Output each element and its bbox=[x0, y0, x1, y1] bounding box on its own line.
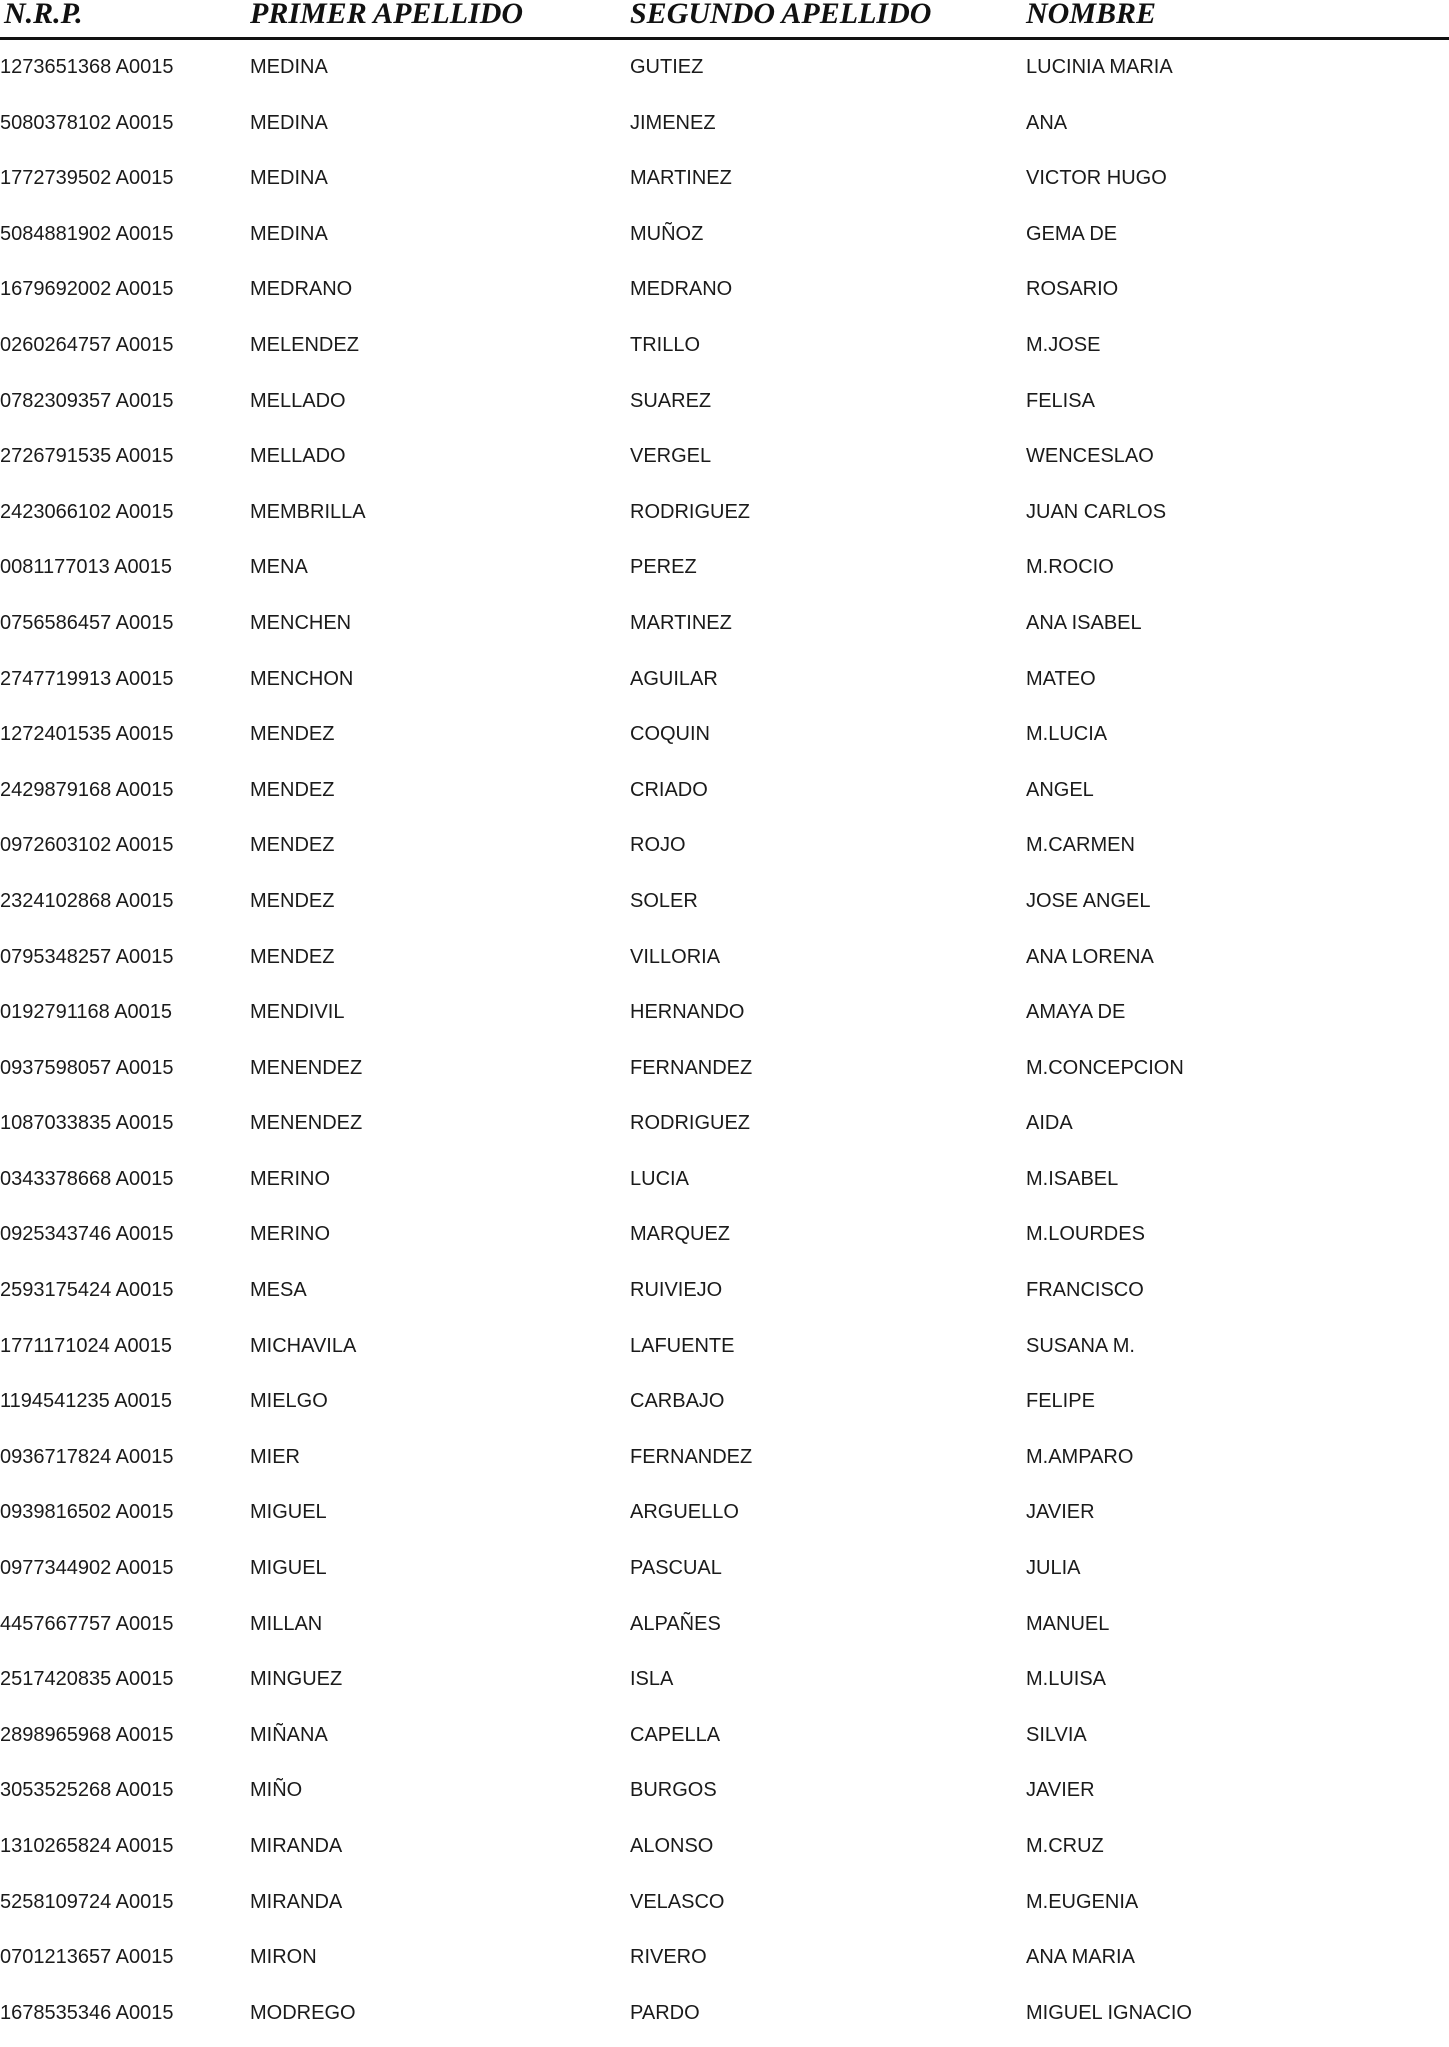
nombre-cell: ANA bbox=[1026, 111, 1068, 134]
primer-apellido-cell: MIGUEL bbox=[250, 1501, 327, 1524]
segundo-apellido-cell: TRILLO bbox=[630, 333, 701, 356]
table-row bbox=[0, 102, 1449, 158]
nrp-cell: 2324102868 A0015 bbox=[0, 889, 174, 912]
nrp-cell: 5258109724 A0015 bbox=[0, 1890, 174, 1913]
table-row bbox=[0, 1325, 1449, 1381]
nombre-cell: M.CRUZ bbox=[1026, 1835, 1104, 1857]
nombre-cell: JULIA bbox=[1026, 1557, 1081, 1580]
segundo-apellido-cell: ARGUELLO bbox=[630, 1501, 739, 1524]
nombre-cell: M.CONCEPCION bbox=[1026, 1056, 1184, 1079]
nombre-cell: AIDA bbox=[1026, 1112, 1073, 1135]
table-row bbox=[0, 1047, 1449, 1103]
nrp-cell: 1772739502 A0015 bbox=[0, 167, 174, 190]
segundo-apellido-cell: ISLA bbox=[630, 1668, 674, 1691]
primer-apellido-cell: MENDEZ bbox=[250, 723, 335, 746]
nrp-cell: 2726791535 A0015 bbox=[0, 445, 174, 468]
nombre-cell: MANUEL bbox=[1026, 1612, 1110, 1635]
primer-apellido-cell: MENENDEZ bbox=[250, 1112, 363, 1135]
table-row bbox=[0, 824, 1449, 880]
table-row bbox=[0, 546, 1449, 602]
segundo-apellido-cell: RUIVIEJO bbox=[630, 1279, 723, 1302]
segundo-apellido-cell: PEREZ bbox=[630, 556, 697, 579]
table-row bbox=[0, 658, 1449, 714]
nombre-cell: WENCESLAO bbox=[1026, 445, 1154, 468]
primer-apellido-cell: MENCHON bbox=[250, 667, 354, 690]
table-row bbox=[0, 991, 1449, 1047]
nombre-cell: M.ROCIO bbox=[1026, 556, 1114, 579]
primer-apellido-cell: MENA bbox=[250, 556, 308, 579]
nombre-cell: JOSE ANGEL bbox=[1026, 889, 1151, 912]
primer-apellido-cell: MENENDEZ bbox=[250, 1056, 363, 1079]
nombre-cell: ANA MARIA bbox=[1026, 1946, 1135, 1969]
table-row bbox=[0, 1992, 1449, 2047]
primer-apellido-cell: MINGUEZ bbox=[250, 1668, 343, 1691]
nombre-cell: M.ISABEL bbox=[1026, 1167, 1119, 1190]
nrp-cell: 1087033835 A0015 bbox=[0, 1112, 174, 1135]
primer-apellido-cell: MEDINA bbox=[250, 111, 328, 134]
nrp-cell: 0343378668 A0015 bbox=[0, 1167, 174, 1190]
primer-apellido-cell: MENDEZ bbox=[250, 889, 335, 912]
nrp-cell: 0977344902 A0015 bbox=[0, 1557, 174, 1580]
table-row bbox=[0, 491, 1449, 547]
segundo-apellido-cell: HERNANDO bbox=[630, 1001, 745, 1024]
primer-apellido-cell: MIRANDA bbox=[250, 1890, 343, 1913]
nrp-cell: 0936717824 A0015 bbox=[0, 1445, 174, 1468]
table-row bbox=[0, 324, 1449, 380]
nombre-cell: SILVIA bbox=[1026, 1723, 1087, 1746]
table-row bbox=[0, 1825, 1449, 1881]
segundo-apellido-cell: RODRIGUEZ bbox=[630, 500, 750, 523]
nrp-cell: 0925343746 A0015 bbox=[0, 1223, 174, 1246]
header-rule bbox=[0, 37, 1449, 40]
primer-apellido-cell: MENDEZ bbox=[250, 778, 335, 801]
segundo-apellido-cell: VILLORIA bbox=[630, 945, 721, 968]
nombre-cell: ANA ISABEL bbox=[1026, 611, 1142, 634]
segundo-apellido-cell: CARBAJO bbox=[630, 1390, 725, 1413]
segundo-apellido-cell: VELASCO bbox=[630, 1890, 725, 1913]
primer-apellido-cell: MESA bbox=[250, 1279, 307, 1302]
nombre-cell: M.JOSE bbox=[1026, 333, 1101, 356]
table-row bbox=[0, 268, 1449, 324]
nombre-cell: AMAYA DE bbox=[1026, 1001, 1126, 1024]
segundo-apellido-cell: RODRIGUEZ bbox=[630, 1112, 750, 1135]
nombre-cell: MIGUEL IGNACIO bbox=[1026, 2001, 1192, 2024]
segundo-apellido-cell: CAPELLA bbox=[630, 1723, 721, 1746]
segundo-apellido-cell: RIVERO bbox=[630, 1946, 707, 1969]
nrp-cell: 0701213657 A0015 bbox=[0, 1946, 174, 1969]
table-row bbox=[0, 213, 1449, 269]
table-row bbox=[0, 1769, 1449, 1825]
primer-apellido-cell: MIELGO bbox=[250, 1390, 328, 1413]
segundo-apellido-cell: VERGEL bbox=[630, 445, 712, 468]
segundo-apellido-cell: MUÑOZ bbox=[630, 222, 704, 245]
nrp-cell: 1310265824 A0015 bbox=[0, 1835, 174, 1857]
nombre-cell: ROSARIO bbox=[1026, 278, 1119, 301]
table-row bbox=[0, 1714, 1449, 1770]
segundo-apellido-cell: COQUIN bbox=[630, 723, 710, 746]
nombre-cell: GEMA DE bbox=[1026, 222, 1118, 245]
table-row bbox=[0, 1380, 1449, 1436]
segundo-apellido-cell: LUCIA bbox=[630, 1167, 689, 1190]
nrp-cell: 4457667757 A0015 bbox=[0, 1612, 174, 1635]
nrp-cell: 0782309357 A0015 bbox=[0, 389, 174, 412]
nrp-cell: 2898965968 A0015 bbox=[0, 1723, 174, 1746]
nrp-cell: 5080378102 A0015 bbox=[0, 111, 174, 134]
segundo-apellido-cell: BURGOS bbox=[630, 1779, 717, 1802]
segundo-apellido-cell: MARTINEZ bbox=[630, 611, 732, 634]
primer-apellido-cell: MENDIVIL bbox=[250, 1001, 345, 1024]
segundo-apellido-cell: PARDO bbox=[630, 2001, 700, 2024]
nrp-cell: 1678535346 A0015 bbox=[0, 2001, 174, 2024]
nrp-cell: 2423066102 A0015 bbox=[0, 500, 174, 523]
primer-apellido-cell: MELENDEZ bbox=[250, 333, 359, 356]
table-row bbox=[0, 1936, 1449, 1992]
table-row bbox=[0, 435, 1449, 491]
header-nrp: N.R.P. bbox=[4, 0, 83, 30]
table-row bbox=[0, 769, 1449, 825]
nombre-cell: ANA LORENA bbox=[1026, 945, 1154, 968]
primer-apellido-cell: MERINO bbox=[250, 1167, 330, 1190]
nrp-cell: 1194541235 A0015 bbox=[0, 1390, 173, 1413]
primer-apellido-cell: MIGUEL bbox=[250, 1557, 327, 1580]
segundo-apellido-cell: LAFUENTE bbox=[630, 1334, 735, 1357]
table-row bbox=[0, 1547, 1449, 1603]
table-header bbox=[0, 0, 1449, 38]
header-nombre: NOMBRE bbox=[1026, 0, 1157, 30]
primer-apellido-cell: MIER bbox=[250, 1445, 300, 1468]
primer-apellido-cell: MEDINA bbox=[250, 56, 328, 78]
segundo-apellido-cell: MARTINEZ bbox=[630, 167, 732, 190]
table-row bbox=[0, 1658, 1449, 1714]
nombre-cell: LUCINIA MARIA bbox=[1026, 56, 1173, 78]
table-body bbox=[0, 46, 1449, 2047]
table-row bbox=[0, 1269, 1449, 1325]
segundo-apellido-cell: FERNANDEZ bbox=[630, 1056, 753, 1079]
table-row bbox=[0, 1436, 1449, 1492]
segundo-apellido-cell: SOLER bbox=[630, 889, 698, 912]
segundo-apellido-cell: GUTIEZ bbox=[630, 56, 704, 78]
primer-apellido-cell: MIRON bbox=[250, 1946, 317, 1969]
nombre-cell: JAVIER bbox=[1026, 1501, 1095, 1524]
segundo-apellido-cell: MARQUEZ bbox=[630, 1223, 730, 1246]
nombre-cell: VICTOR HUGO bbox=[1026, 167, 1167, 190]
nombre-cell: M.CARMEN bbox=[1026, 834, 1135, 857]
nrp-cell: 0192791168 A0015 bbox=[0, 1001, 173, 1024]
primer-apellido-cell: MEMBRILLA bbox=[250, 500, 366, 523]
header-primer-apellido: PRIMER APELLIDO bbox=[250, 0, 524, 30]
table-row bbox=[0, 1102, 1449, 1158]
nombre-cell: M.LOURDES bbox=[1026, 1223, 1145, 1246]
table-row bbox=[0, 936, 1449, 992]
segundo-apellido-cell: SUAREZ bbox=[630, 389, 712, 412]
primer-apellido-cell: MEDINA bbox=[250, 167, 328, 190]
nrp-cell: 1272401535 A0015 bbox=[0, 723, 174, 746]
nrp-cell: 0081177013 A0015 bbox=[0, 556, 173, 579]
nrp-cell: 0795348257 A0015 bbox=[0, 945, 174, 968]
nombre-cell: SUSANA M. bbox=[1026, 1334, 1135, 1357]
primer-apellido-cell: MEDINA bbox=[250, 222, 328, 245]
nombre-cell: M.LUISA bbox=[1026, 1668, 1107, 1691]
table-row bbox=[0, 1213, 1449, 1269]
primer-apellido-cell: MENCHEN bbox=[250, 611, 352, 634]
nrp-cell: 1679692002 A0015 bbox=[0, 278, 174, 301]
primer-apellido-cell: MIÑANA bbox=[250, 1723, 328, 1746]
nombre-cell: MATEO bbox=[1026, 667, 1096, 690]
nrp-cell: 2517420835 A0015 bbox=[0, 1668, 174, 1691]
table-row bbox=[0, 1158, 1449, 1214]
nombre-cell: JUAN CARLOS bbox=[1026, 500, 1167, 523]
table-row bbox=[0, 1881, 1449, 1937]
nombre-cell: ANGEL bbox=[1026, 778, 1094, 801]
segundo-apellido-cell: ALONSO bbox=[630, 1835, 714, 1857]
nrp-cell: 0972603102 A0015 bbox=[0, 834, 174, 857]
nombre-cell: M.LUCIA bbox=[1026, 723, 1108, 746]
nrp-cell: 2593175424 A0015 bbox=[0, 1279, 174, 1302]
primer-apellido-cell: MEDRANO bbox=[250, 278, 353, 301]
primer-apellido-cell: MIRANDA bbox=[250, 1835, 343, 1857]
segundo-apellido-cell: FERNANDEZ bbox=[630, 1445, 753, 1468]
nrp-cell: 1273651368 A0015 bbox=[0, 56, 174, 78]
table-row bbox=[0, 880, 1449, 936]
nrp-cell: 0937598057 A0015 bbox=[0, 1056, 174, 1079]
primer-apellido-cell: MELLADO bbox=[250, 445, 346, 468]
segundo-apellido-cell: ALPAÑES bbox=[630, 1612, 721, 1635]
nrp-cell: 5084881902 A0015 bbox=[0, 222, 174, 245]
primer-apellido-cell: MELLADO bbox=[250, 389, 346, 412]
primer-apellido-cell: MILLAN bbox=[250, 1612, 323, 1635]
table-row bbox=[0, 157, 1449, 213]
nrp-cell: 0939816502 A0015 bbox=[0, 1501, 174, 1524]
nombre-cell: M.AMPARO bbox=[1026, 1445, 1134, 1468]
primer-apellido-cell: MIÑO bbox=[250, 1779, 303, 1802]
table-row bbox=[0, 46, 1449, 102]
table-row bbox=[0, 602, 1449, 658]
nrp-cell: 0260264757 A0015 bbox=[0, 333, 174, 356]
nombre-cell: FELISA bbox=[1026, 389, 1095, 412]
primer-apellido-cell: MICHAVILA bbox=[250, 1334, 357, 1357]
nrp-cell: 0756586457 A0015 bbox=[0, 611, 174, 634]
table-row bbox=[0, 1491, 1449, 1547]
segundo-apellido-cell: AGUILAR bbox=[630, 667, 718, 690]
nrp-cell: 2429879168 A0015 bbox=[0, 778, 174, 801]
nrp-cell: 1771171024 A0015 bbox=[0, 1334, 173, 1357]
segundo-apellido-cell: ROJO bbox=[630, 834, 686, 857]
primer-apellido-cell: MODREGO bbox=[250, 2001, 356, 2024]
segundo-apellido-cell: JIMENEZ bbox=[630, 111, 716, 134]
nrp-cell: 2747719913 A0015 bbox=[0, 667, 174, 690]
segundo-apellido-cell: PASCUAL bbox=[630, 1557, 722, 1580]
nombre-cell: FRANCISCO bbox=[1026, 1279, 1144, 1302]
nombre-cell: FELIPE bbox=[1026, 1390, 1095, 1413]
nombre-cell: JAVIER bbox=[1026, 1779, 1095, 1802]
nrp-cell: 3053525268 A0015 bbox=[0, 1779, 174, 1802]
header-segundo-apellido: SEGUNDO APELLIDO bbox=[630, 0, 932, 30]
table-row bbox=[0, 713, 1449, 769]
table-row bbox=[0, 380, 1449, 436]
table-row bbox=[0, 1603, 1449, 1659]
primer-apellido-cell: MENDEZ bbox=[250, 834, 335, 857]
segundo-apellido-cell: CRIADO bbox=[630, 778, 708, 801]
primer-apellido-cell: MENDEZ bbox=[250, 945, 335, 968]
nombre-cell: M.EUGENIA bbox=[1026, 1890, 1139, 1913]
segundo-apellido-cell: MEDRANO bbox=[630, 278, 733, 301]
primer-apellido-cell: MERINO bbox=[250, 1223, 330, 1246]
